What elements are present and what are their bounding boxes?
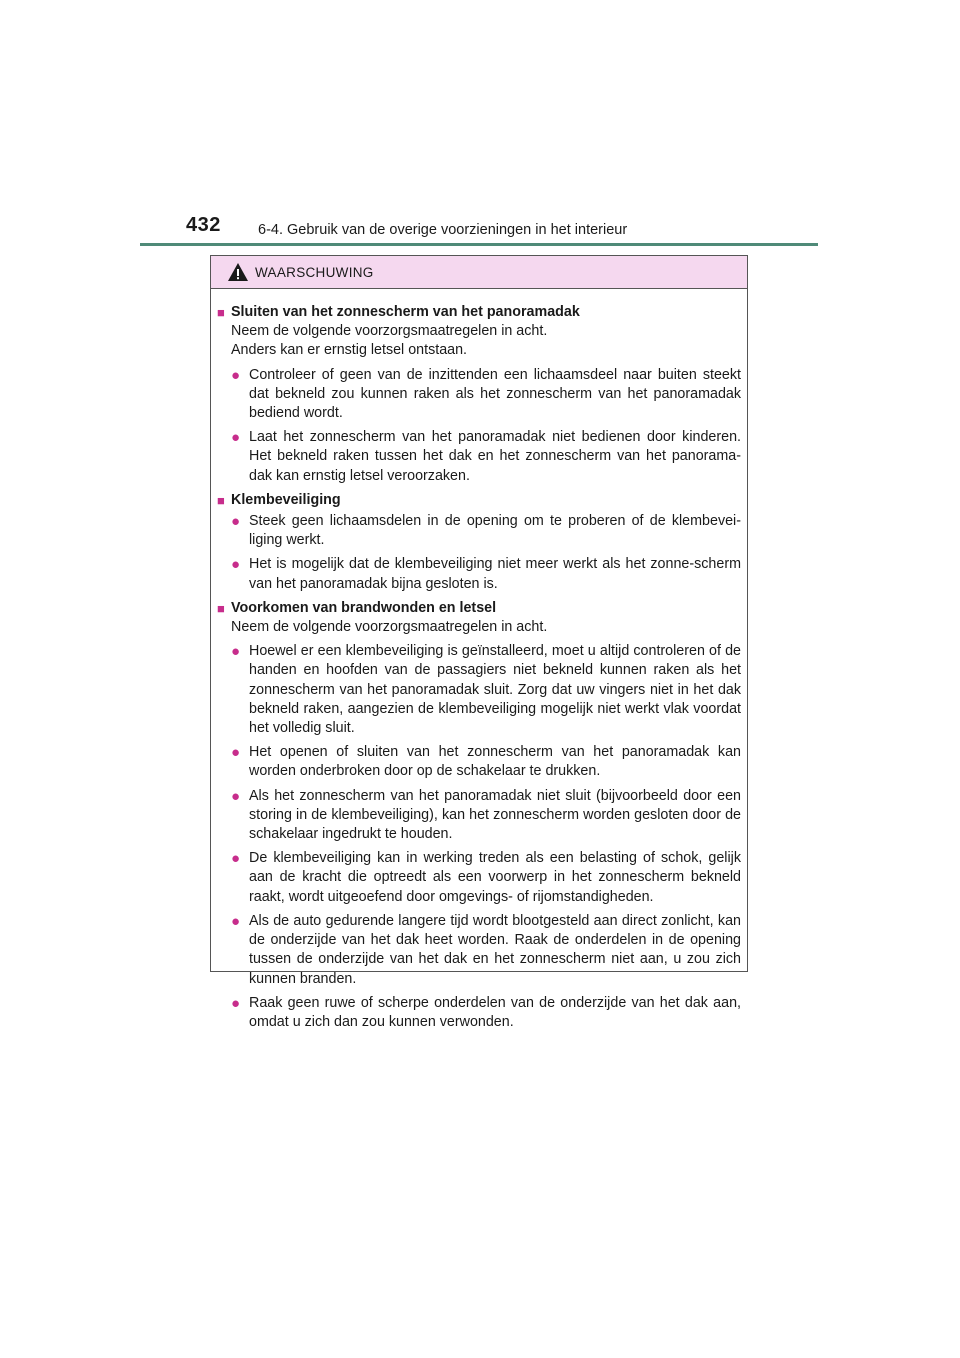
warning-body	[211, 289, 747, 1032]
section-heading: ■ Voorkomen van brandwonden en letsel	[217, 599, 741, 618]
intro-text: Anders kan er ernstig letsel ontstaan.	[231, 342, 468, 359]
round-bullet-icon: ●	[231, 994, 241, 1012]
round-bullet-icon: ●	[231, 429, 241, 447]
list-item: ● Als het zonnescherm van het panoramadak niet sluit (bijvoorbeeld door een storing in de klembeveiliging), kan het zonnescherm worden gesloten door de schakelaar ingedrukt te houden.	[217, 787, 741, 845]
round-bullet-icon: ●	[231, 912, 241, 930]
warning-triangle-icon	[227, 262, 249, 282]
square-bullet-icon: ■	[217, 492, 225, 508]
list-item: ● Het openen of sluiten van het zonnescherm van het panoramadak kan worden onderbroken door op de schakelaar te drukken.	[217, 743, 741, 781]
square-bullet-icon: ■	[217, 305, 225, 320]
intro-text: Neem de volgende voorzorgsmaatregelen in acht.	[231, 619, 548, 636]
warning-title: WAARSCHUWING	[255, 265, 374, 280]
list-item: ● De klembeveiliging kan in werking treden als een belasting of schok, gelijk aan de kracht die optreedt als een voorwerp in het zonnescherm bekneld raakt, wordt uitgeoefend door omgevings- of rijomstandigheden.	[217, 849, 741, 907]
section-title: 6-4. Gebruik van de overige voorzieningen in het interieur	[258, 222, 628, 238]
round-bullet-icon: ●	[231, 744, 241, 762]
round-bullet-icon: ●	[231, 366, 241, 384]
warning-box	[210, 255, 748, 1030]
list-item: ● Steek geen lichaamsdelen in de opening om te proberen of de klembevei-liging werkt.	[217, 512, 741, 550]
list-item: ● Als de auto gedurende langere tijd wordt blootgesteld aan direct zonlicht, kan de onderzijde van het dak heet worden. Raak de onderdelen in de opening tussen de onderzijde van het dak en het zonnescherm niet aan, u zou zich kunnen branden.	[217, 912, 741, 989]
section-heading: ■ Sluiten van het zonnescherm van het panoramadak	[217, 303, 741, 322]
list-item: ● Laat het zonnescherm van het panoramadak niet bedienen door kinderen. Het bekneld raken tussen het dak en het zonnescherm van het panorama-dak kan ernstig letsel veroorzaken.	[217, 428, 741, 486]
round-bullet-icon: ●	[231, 556, 241, 574]
list-item: ● Raak geen ruwe of scherpe onderdelen van de onderzijde van het dak aan, omdat u zich dan zou kunnen verwonden.	[217, 994, 741, 1032]
intro-text: Neem de volgende voorzorgsmaatregelen in acht.	[231, 323, 548, 340]
list-item: ● Het is mogelijk dat de klembeveiliging niet meer werkt als het zonne-scherm van het panoramadak bijna gesloten is.	[217, 555, 741, 593]
round-bullet-icon: ●	[231, 643, 241, 661]
list-item: ● Controleer of geen van de inzittenden een lichaamsdeel naar buiten steekt dat bekneld zou kunnen raken als het zonnescherm van het panoramadak bediend wordt.	[217, 366, 741, 424]
round-bullet-icon: ●	[231, 787, 241, 805]
round-bullet-icon: ●	[231, 513, 241, 531]
list-item: ● Hoewel er een klembeveiliging is geïnstalleerd, moet u altijd controleren of de handen en hoofden van de passagiers niet bekneld kunnen raken als het zonnescherm van het panoramadak sluit. Zorg dat uw vingers niet in het dak bekneld raken, aangezien de klembeveiliging mogelijk niet werkt vlak voordat het volledig sluit.	[217, 642, 741, 738]
header-divider	[140, 243, 818, 246]
square-bullet-icon: ■	[217, 600, 225, 616]
warning-header	[211, 256, 747, 289]
section-heading: ■ Klembeveiliging	[217, 491, 741, 510]
page-number: 432	[186, 214, 221, 236]
round-bullet-icon: ●	[231, 850, 241, 868]
